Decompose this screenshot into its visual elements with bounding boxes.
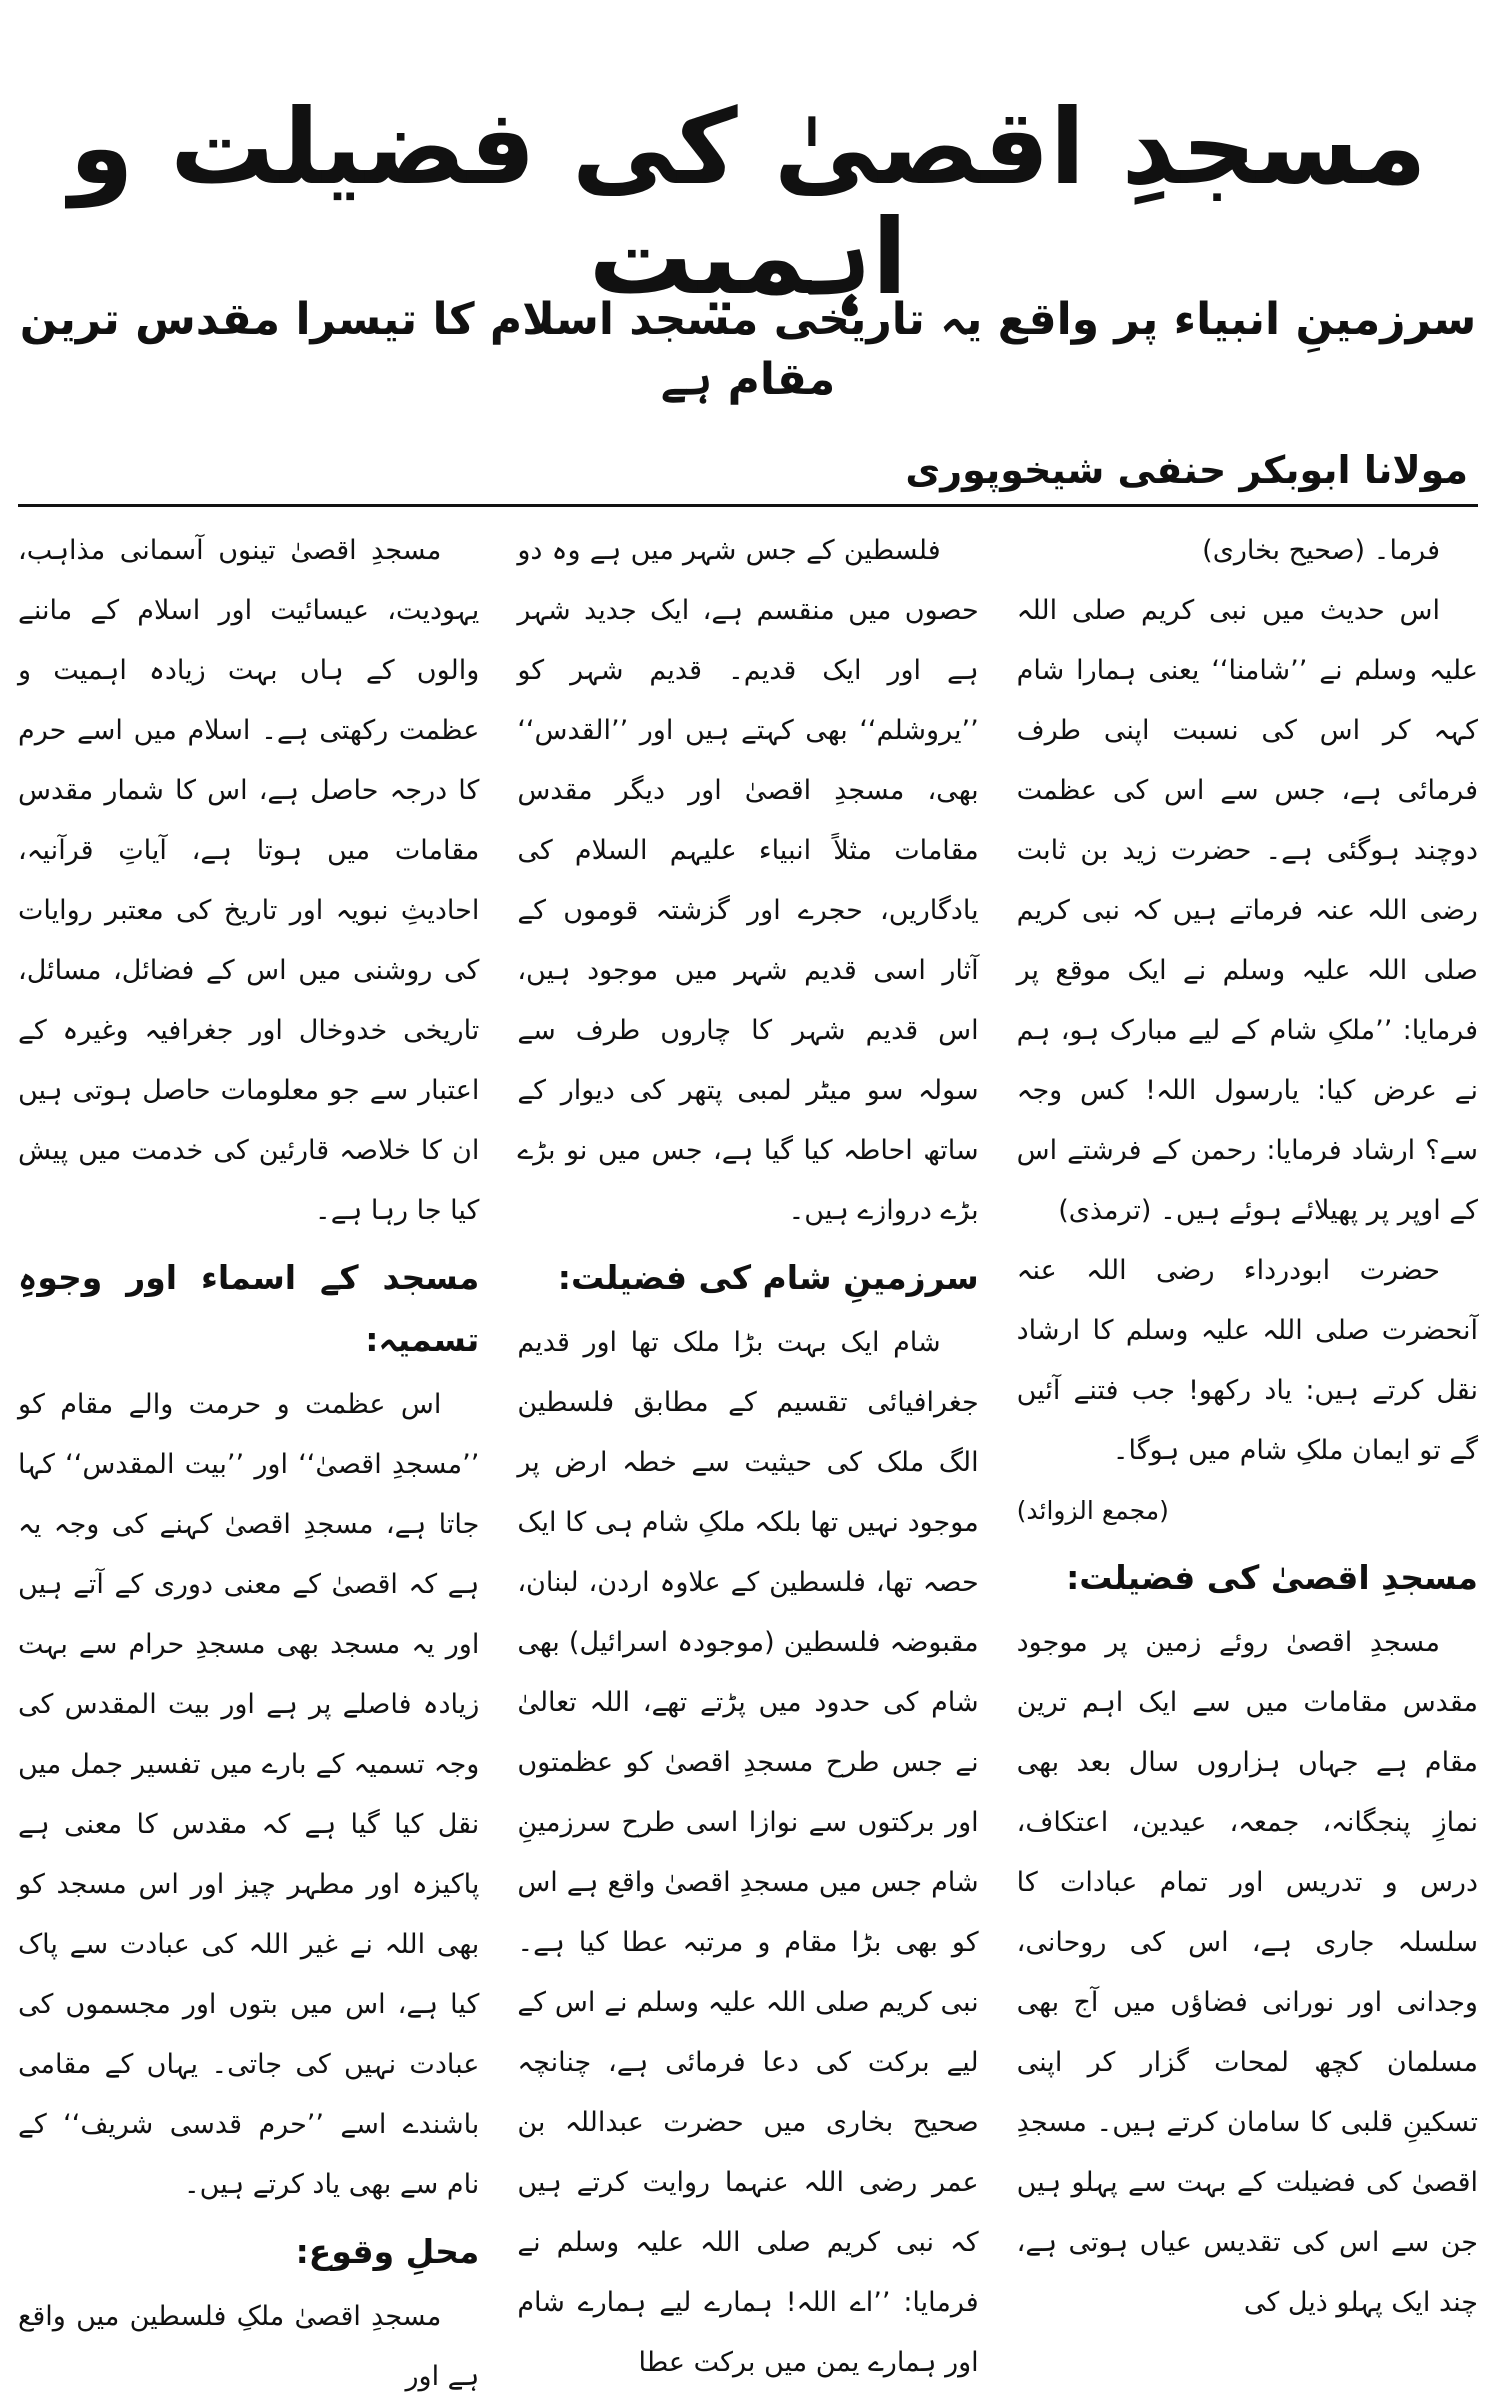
paragraph: اس عظمت و حرمت والے مقام کو ’’مسجدِ اقصیٰ‘‘ اور ’’بیت المقدس‘‘ کہا جاتا ہے، مسجدِ اقصیٰ کہنے کی وجہ یہ ہے کہ اقصیٰ کے معنی دوری کے آتے ہیں اور یہ مسجد بھی مسجدِ حرام سے بہت زیادہ فاصلے پر ہے اور بیت المقدس کی وجہ تسمیہ کے بارے میں تفسیر جمل میں نقل کیا گیا ہے کہ مقدس کا معنی ہے پاکیزہ اور مطہر چیز اور اس مسجد کو بھی اللہ نے غیر اللہ کی عبادت سے پاک کیا ہے، اس میں بتوں اور مجسموں کی عبادت نہیں کی جاتی۔ یہاں کے مقامی باشندے اسے ’’حرم قدسی شریف‘‘ کے نام سے بھی یاد کرتے ہیں۔	[18, 1389, 480, 2200]
article-author: مولانا ابوبکر حنفی شیخوپوری	[905, 448, 1468, 492]
section-heading: سرزمینِ شام کی فضیلت:	[557, 1258, 979, 1297]
section-heading: مسجدِ اقصیٰ کی فضیلت:	[1066, 1558, 1478, 1597]
article-columns	[18, 507, 1478, 2407]
section-heading: محلِ وقوع:	[295, 2232, 480, 2271]
article-column-left	[1017, 521, 1478, 2407]
paragraph: فلسطین کے جس شہر میں ہے وہ دو حصوں میں منقسم ہے، ایک جدید شہر ہے اور ایک قدیم۔ قدیم شہر کو ’’یروشلم‘‘ بھی کہتے ہیں اور ’’القدس‘‘ بھی، مسجدِ اقصیٰ اور دیگر مقدس مقامات مثلاً انبیاء علیہم السلام کی یادگاریں، حجرے اور گزشتہ قوموں کے آثار اسی قدیم شہر میں موجود ہیں، اس قدیم شہر کا چاروں طرف سے سولہ سو میٹر لمبی پتھر کی دیوار کے ساتھ احاطہ کیا گیا ہے، جس میں نو بڑے بڑے دروازے ہیں۔	[517, 535, 979, 1226]
article-column-middle	[517, 521, 978, 2407]
paragraph: حضرت ابودرداء رضی اللہ عنہ آنحضرت صلی اللہ علیہ وسلم کا ارشاد نقل کرتے ہیں: یاد رکھو! جب فتنے آئیں گے تو ایمان ملکِ شام میں ہوگا۔	[1016, 1255, 1478, 1466]
paragraph: فرما۔ (صحیح بخاری)	[1202, 535, 1440, 566]
paragraph: مسجدِ اقصیٰ روئے زمین پر موجود مقدس مقامات میں سے ایک اہم ترین مقام ہے جہاں ہزاروں سال بعد بھی نمازِ پنجگانہ، جمعہ، عیدین، اعتکاف، درس و تدریس اور تمام عبادات کا سلسلہ جاری ہے، اس کی روحانی، وجدانی اور نورانی فضاؤں میں آج بھی مسلمان کچھ لمحات گزار کر اپنی تسکینِ قلبی کا سامان کرتے ہیں۔ مسجدِ اقصیٰ کی فضیلت کے بہت سے پہلو ہیں جن سے اس کی تقدیس عیاں ہوتی ہے، چند ایک پہلو ذیل کی	[1016, 1627, 1478, 2318]
article-title: مسجدِ اقصیٰ کی فضیلت و اہمیت	[69, 86, 1427, 318]
article-column-right	[18, 521, 479, 2407]
source-reference: (مجمع الزوائد)	[1016, 1496, 1169, 1525]
article-subtitle: سرزمینِ انبیاء پر واقع یہ تاریخی مسجد اسلام کا تیسرا مقدس ترین مقام ہے	[19, 294, 1477, 405]
paragraph: مسجدِ اقصیٰ ملکِ فلسطین میں واقع ہے اور	[18, 2301, 480, 2392]
paragraph: اس حدیث میں نبی کریم صلی اللہ علیہ وسلم نے ’’شامنا‘‘ یعنی ہمارا شام کہہ کر اس کی نسبت اپنی طرف فرمائی ہے، جس سے اس کی عظمت دوچند ہوگئی ہے۔ حضرت زید بن ثابت رضی اللہ عنہ فرماتے ہیں کہ نبی کریم صلی اللہ علیہ وسلم نے ایک موقع پر فرمایا: ’’ملکِ شام کے لیے مبارک ہو، ہم نے عرض کیا: یارسول اللہ! کس وجہ سے؟ ارشاد فرمایا: رحمن کے فرشتے اس کے اوپر پر پھیلائے ہوئے ہیں۔ (ترمذی)	[1016, 595, 1478, 1226]
paragraph: شام ایک بہت بڑا ملک تھا اور قدیم جغرافیائی تقسیم کے مطابق فلسطین الگ ملک کی حیثیت سے خطہ ارض پر موجود نہیں تھا بلکہ ملکِ شام ہی کا ایک حصہ تھا، فلسطین کے علاوہ اردن، لبنان، مقبوضہ فلسطین (موجودہ اسرائیل) بھی شام کی حدود میں پڑتے تھے، اللہ تعالیٰ نے جس طرح مسجدِ اقصیٰ کو عظمتوں اور برکتوں سے نوازا اسی طرح سرزمینِ شام جس میں مسجدِ اقصیٰ واقع ہے اس کو بھی بڑا مقام و مرتبہ عطا کیا ہے۔ نبی کریم صلی اللہ علیہ وسلم نے اس کے لیے برکت کی دعا فرمائی ہے، چنانچہ صحیح بخاری میں حضرت عبداللہ بن عمر رضی اللہ عنہما روایت کرتے ہیں کہ نبی کریم صلی اللہ علیہ وسلم نے فرمایا: ’’اے اللہ! ہمارے لیے ہمارے شام اور ہمارے یمن میں برکت عطا	[517, 1327, 979, 2378]
section-heading: مسجد کے اسماء اور وجوہِ تسمیہ:	[18, 1258, 480, 1359]
paragraph: مسجدِ اقصیٰ تینوں آسمانی مذاہب، یہودیت، عیسائیت اور اسلام کے ماننے والوں کے ہاں بہت زیادہ اہمیت و عظمت رکھتی ہے۔ اسلام میں اسے حرم کا درجہ حاصل ہے، اس کا شمار مقدس مقامات میں ہوتا ہے، آیاتِ قرآنیہ، احادیثِ نبویہ اور تاریخ کی معتبر روایات کی روشنی میں اس کے فضائل، مسائل، تاریخی خدوخال اور جغرافیہ وغیرہ کے اعتبار سے جو معلومات حاصل ہوتی ہیں ان کا خلاصہ قارئین کی خدمت میں پیش کیا جا رہا ہے۔	[18, 535, 480, 1226]
